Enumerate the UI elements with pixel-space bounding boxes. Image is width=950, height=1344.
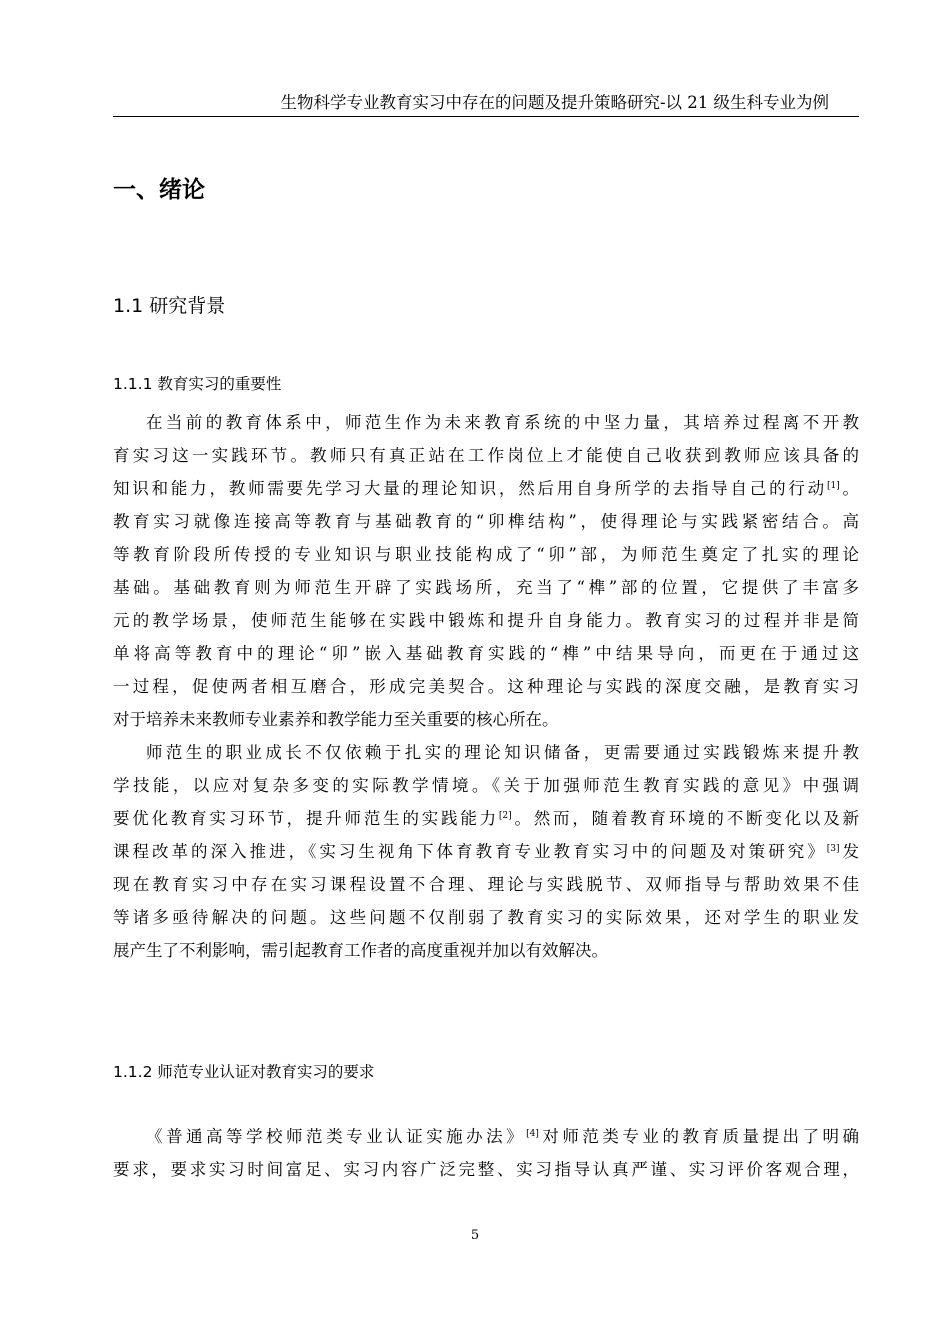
text-line: 对于培养未来教师专业素养和教学能力至关重要的核心所在。 [113,710,559,729]
text-line: 展产生了不利影响，需引起教育工作者的高度重视并加以有效解决。 [113,941,608,960]
text-line: 要优化教育实习环节，提升师范生的实践能力[2]。然而，随着教育环境的不断变化以及新 [113,809,860,828]
text-line: 在当前的教育体系中，师范生作为未来教育系统的中坚力量，其培养过程离不开教 [146,413,859,432]
running-title: 生物科学专业教育实习中存在的问题及提升策略研究-以 21 级生科专业为例 [280,93,829,112]
text-line: 单将高等教育中的理论“卯”嵌入基础教育实践的“榫”中结果导向，而更在于通过这 [113,644,859,663]
text-line: 《普通高等学校师范类专业认证实施办法》[4]对师范类专业的教育质量提出了明确 [146,1127,860,1146]
subsection-title-importance: 1.1.1 教育实习的重要性 [113,375,282,393]
text-line: 基础。基础教育则为师范生开辟了实践场所，充当了“榫”部的位置，它提供了丰富多 [113,578,859,597]
page-number: 5 [470,1228,480,1243]
text-line: 知识和能力，教师需要先学习大量的理论知识，然后用自身所学的去指导自己的行动[1]。 [113,479,860,498]
section-title: 1.1 研究背景 [113,295,226,317]
text-line: 教育实习就像连接高等教育与基础教育的“卯榫结构”，使得理论与实践紧密结合。高 [113,512,859,531]
text-line: 等诸多亟待解决的问题。这些问题不仅削弱了教育实习的实际效果，还对学生的职业发 [113,908,859,927]
text-line: 师范生的职业成长不仅依赖于扎实的理论知识储备，更需要通过实践锻炼来提升教 [146,743,859,762]
citation-marker: [4] [526,1129,539,1139]
citation-marker: [2] [498,811,512,821]
text-line: 等教育阶段所传授的专业知识与职业技能构成了“卯”部，为师范生奠定了扎实的理论 [113,545,859,564]
text-line: 一过程，促使两者相互磨合，形成完美契合。这种理论与实践的深度交融，是教育实习 [113,677,859,696]
text-line: 课程改革的深入推进，《实习生视角下体育教育专业教育实习中的问题及对策研究》[3]发 [113,842,860,861]
text-line: 学技能，以应对复杂多变的实际教学情境。《关于加强师范生教育实践的意见》中强调 [113,776,859,795]
text-line: 元的教学场景，使师范生能够在实践中锻炼和提升自身能力。教育实习的过程并非是简 [113,611,859,630]
text-line: 要求，要求实习时间富足、实习内容广泛完整、实习指导认真严谨、实习评价客观合理， [113,1160,859,1179]
running-header [113,93,859,117]
text-line: 育实习这一实践环节。教师只有真正站在工作岗位上才能使自己收获到教师应该具备的 [113,446,859,465]
citation-marker: [1] [826,481,840,491]
text-line: 现在教育实习中存在实习课程设置不合理、理论与实践脱节、双师指导与帮助效果不佳 [113,875,859,894]
body-text-importance [113,406,859,967]
citation-marker: [3] [826,844,840,854]
body-text-certification [113,1120,859,1186]
chapter-title: 一、绪论 [113,177,205,203]
subsection-title-certification: 1.1.2 师范专业认证对教育实习的要求 [113,1063,375,1081]
